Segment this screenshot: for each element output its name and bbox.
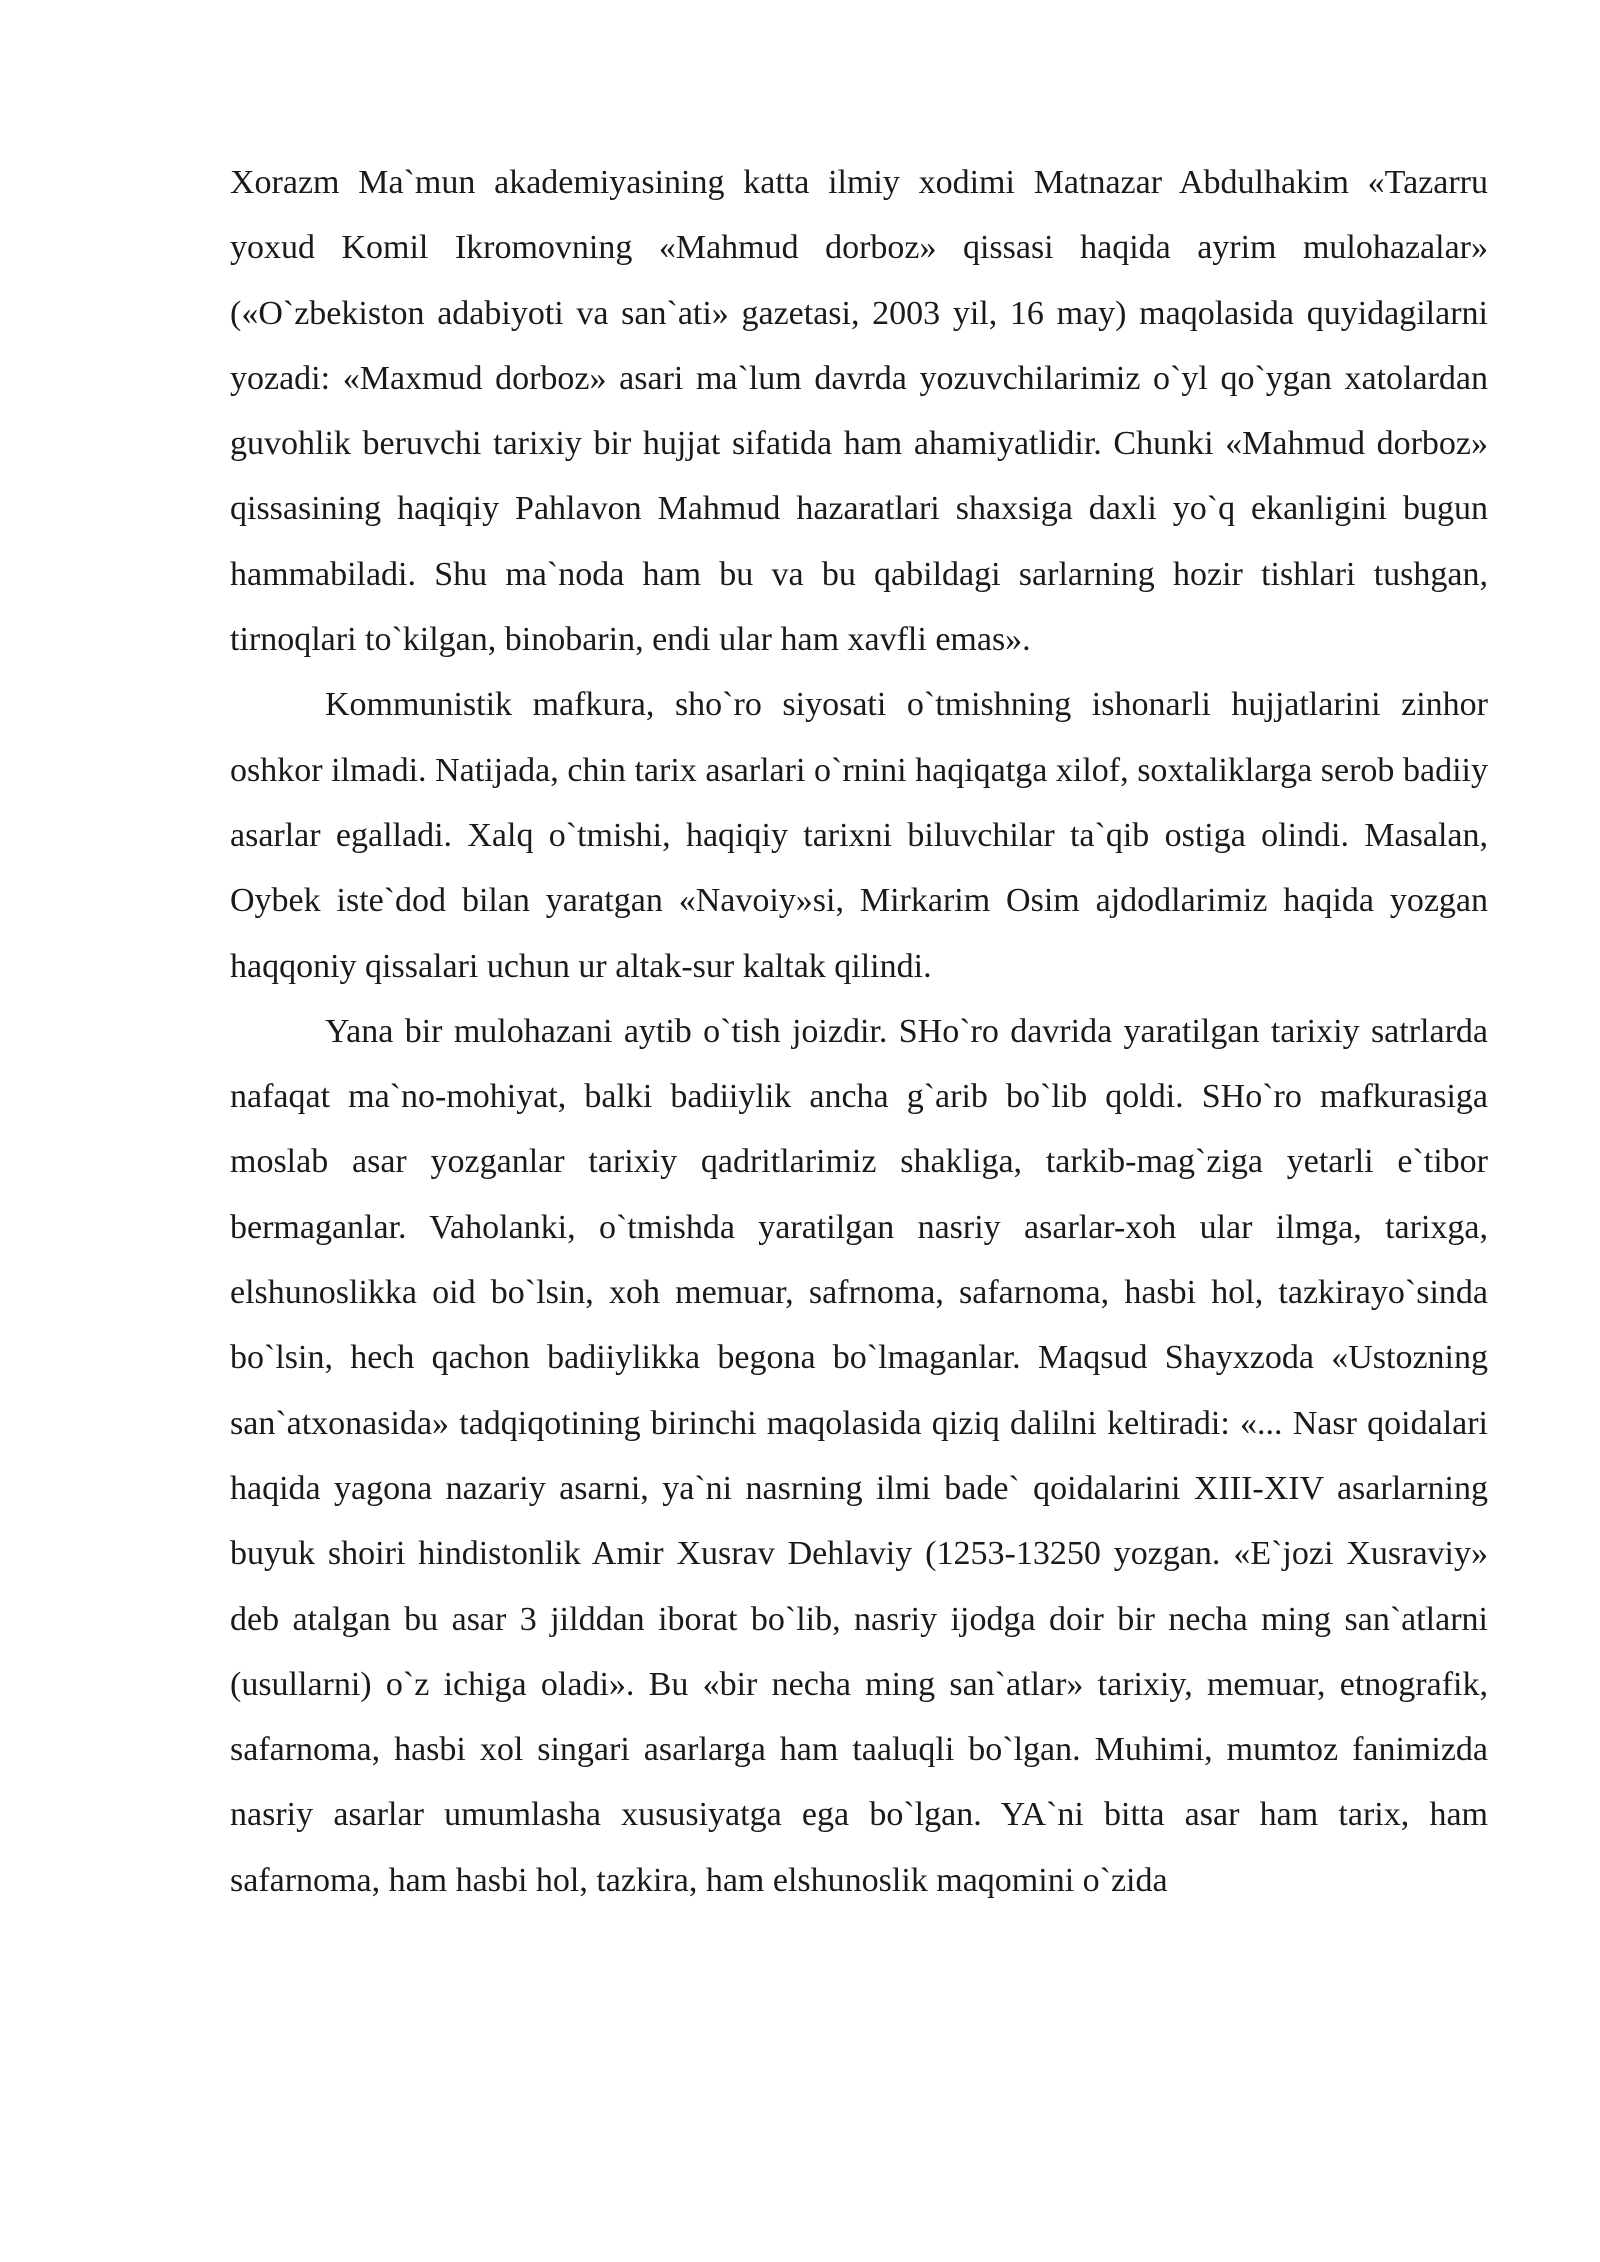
paragraph-3: Yana bir mulohazani aytib o`tish joizdir. SHo`ro davrida yaratilgan tarixiy satrlarda nafaqat ma`no-mohiyat, balki badiiylik ancha g`arib bo`lib qoldi. SHo`ro mafkurasiga moslab asar yozganlar tarixiy qadritlarimiz shakliga, tarkib-mag`ziga yetarli e`tibor bermaganlar. Vaholanki, o`tmishda yaratilgan nasriy asarlar-xoh ular ilmga, tarixga, elshunoslikka oid bo`lsin, xoh memuar, safrnoma, safarnoma, hasbi hol, tazkirayo`sinda bo`lsin, hech qachon badiiylikka begona bo`lmaganlar. Maqsud Shayxzoda «Ustozning san`atxonasida» tadqiqotining birinchi maqolasida qiziq dalilni keltiradi: «... Nasr qoidalari haqida yagona nazariy asarni, ya`ni nasrning ilmi bade` qoidalarini XIII-XIV asarlarning buyuk shoiri hindistonlik Amir Xusrav Dehlaviy (1253-13250 yozgan. «E`jozi Xusraviy» deb atalgan bu asar 3 jilddan iborat bo`lib, nasriy ijodga doir bir necha ming san`atlarni (usullarni) o`z ichiga oladi». Bu «bir necha ming san`atlar» tarixiy, memuar, etnografik, safarnoma, hasbi xol singari asarlarga ham taaluqli bo`lgan. Muhimi, mumtoz fanimizda nasriy asarlar umumlasha xususiyatga ega bo`lgan. YA`ni bitta asar ham tarix, ham safarnoma, ham hasbi hol, tazkira, ham elshunoslik maqomini o`zida <box>230 1012 1488 1899</box>
paragraph-1: Xorazm Ma`mun akademiyasining katta ilmiy xodimi Matnazar Abdulhakim «Tazarru yoxud Komil Ikromovning «Mahmud dorboz» qissasi haqida ayrim mulohazalar» («O`zbekiston adabiyoti va san`ati» gazetasi, 2003 yil, 16 may) maqolasida quyidagilarni yozadi: «Maxmud dorboz» asari ma`lum davrda yozuvchilarimiz o`yl qo`ygan xatolardan guvohlik beruvchi tarixiy bir hujjat sifatida ham ahamiyatlidir. Chunki «Mahmud dorboz» qissasining haqiqiy Pahlavon Mahmud hazaratlari shaxsiga daxli yo`q ekanligini bugun hammabiladi. Shu ma`noda ham bu va bu qabildagi sarlarning hozir tishlari tushgan, tirnoqlari to`kilgan, binobarin, endi ular ham xavfli emas». <box>230 164 1488 659</box>
document-body <box>230 150 1488 1913</box>
paragraph-2: Kommunistik mafkura, sho`ro siyosati o`tmishning ishonarli hujjatlarini zinhor oshkor ilmadi. Natijada, chin tarix asarlari o`rnini haqiqatga xilof, soxtaliklarga serob badiiy asarlar egalladi. Xalq o`tmishi, haqiqiy tarixni biluvchilar ta`qib ostiga olindi. Masalan, Oybek iste`dod bilan yaratgan «Navoiy»si, Mirkarim Osim ajdodlarimiz haqida yozgan haqqoniy qissalari uchun ur altak-sur kaltak qilindi. <box>230 686 1488 985</box>
